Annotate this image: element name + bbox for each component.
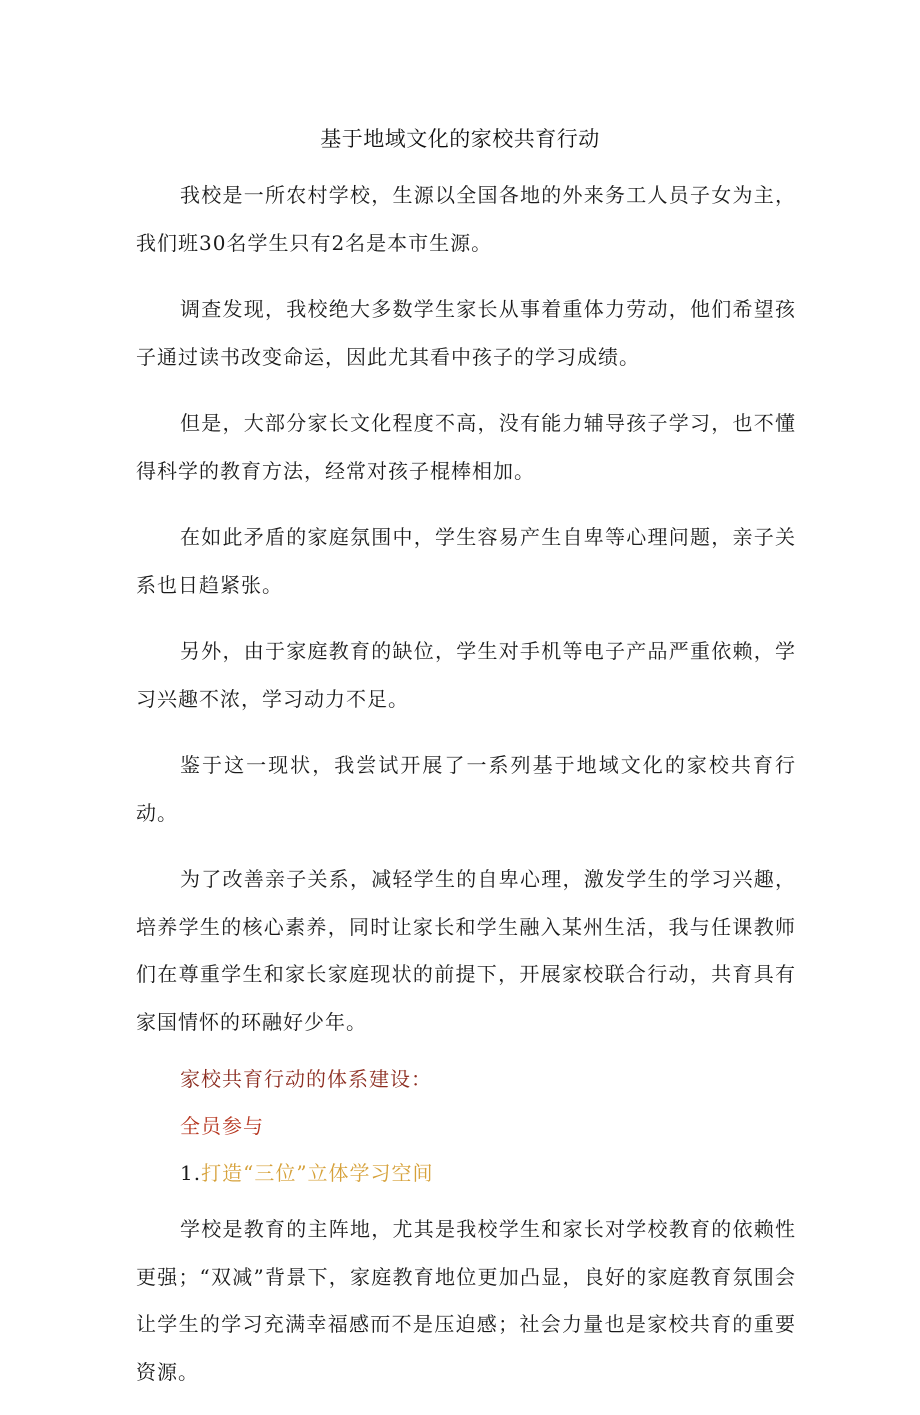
paragraph-6: 鉴于这一现状，我尝试开展了一系列基于地域文化的家校共育行动。	[136, 753, 796, 825]
paragraph-1: 我校是一所农村学校，生源以全国各地的外来务工人员子女为主，我们班30名学生只有2名是本市生源。	[136, 183, 796, 255]
paragraph-2: 调查发现，我校绝大多数学生家长从事着重体力劳动，他们希望孩子通过读书改变命运，因此尤其看中孩子的学习成绩。	[136, 297, 796, 369]
paragraph-3: 但是，大部分家长文化程度不高，没有能力辅导孩子学习，也不懂得科学的教育方法，经常对孩子棍棒相加。	[136, 411, 796, 483]
paragraph-4: 在如此矛盾的家庭氛围中，学生容易产生自卑等心理问题，亲子关系也日趋紧张。	[136, 525, 796, 597]
section-heading: 家校共育行动的体系建设：	[180, 1067, 432, 1091]
numbered-heading	[136, 1159, 796, 1187]
subsection-heading: 全员参与	[180, 1114, 264, 1138]
heading-text: 打造“三位”立体学习空间	[201, 1161, 434, 1185]
document-title: 基于地域文化的家校共育行动	[320, 127, 600, 151]
paragraph-5: 另外，由于家庭教育的缺位，学生对手机等电子产品严重依赖，学习兴趣不浓，学习动力不足。	[136, 639, 796, 711]
heading-number: 1.	[180, 1161, 202, 1185]
document-body	[136, 172, 796, 1415]
paragraph-7: 为了改善亲子关系，减轻学生的自卑心理，激发学生的学习兴趣，培养学生的核心素养，同时让家长和学生融入某州生活，我与任课教师们在尊重学生和家长家庭现状的前提下，开展家校联合行动，共育具有家国情怀的环融好少年。	[136, 867, 796, 1034]
paragraph-8: 学校是教育的主阵地，尤其是我校学生和家长对学校教育的依赖性更强；“双减”背景下，家庭教育地位更加凸显，良好的家庭教育氛围会让学生的学习充满幸福感而不是压迫感；社会力量也是家校共育的重要资源。	[136, 1217, 796, 1384]
